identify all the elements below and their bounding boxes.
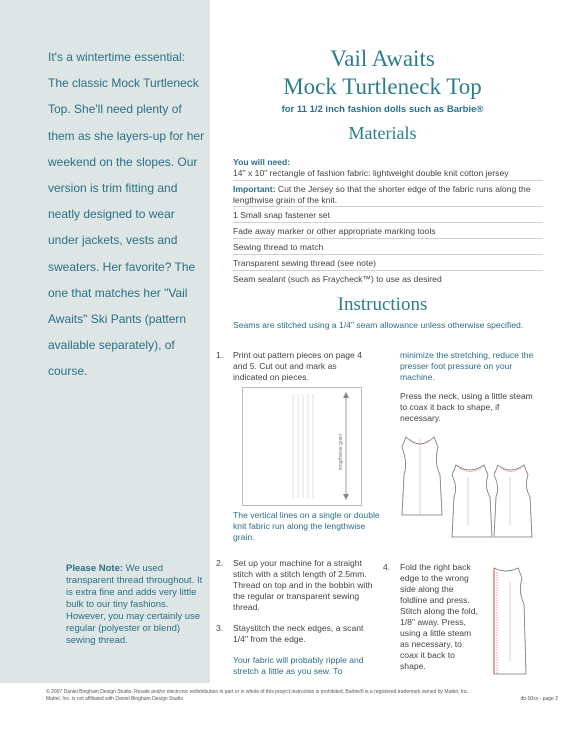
step3-number: 3. [216,623,224,633]
note-text: We used transparent thread throughout. It is extra fine and adds very little bulk to our tiny fashions. However, you may certainly use regular (polyester or blend) sewing thread. [66,563,203,646]
important-label: Important: [233,184,276,194]
press-neck-text: Press the neck, using a little steam to coax it back to shape, if necessary. [400,391,533,423]
seam-allowance-note: Seams are stitched using a 1/4" seam allowance unless otherwise specified. [233,320,524,330]
step4-text: Fold the right back edge to the wrong side along the foldline and press. Stitch along the fold, 1/8" away. Press, using a little steam as necessary, to coax it back to shape. [400,562,478,671]
bodice-diagram [398,425,543,547]
material-item-transparent-thread: Transparent sewing thread (see note) [233,258,376,268]
divider [233,180,543,181]
divider [233,238,543,239]
step1-text: Print out pattern pieces on page 4 and 5. Cut out and mark as indicated on pieces. [233,350,362,382]
divider [233,254,543,255]
material-item-marker: Fade away marker or other appropriate marking tools [233,226,436,236]
divider [233,206,543,207]
step2-text: Set up your machine for a straight stitch with a stitch length of 2.5mm. Thread on top and in the bobbin with the regular or transparent sewing thread. [233,558,373,612]
sidebar-panel [0,0,210,683]
divider [233,270,543,271]
intro-text: It's a wintertime essential: The classic Mock Turtleneck Top. She'll need plenty of them as she layers-up for her weekend on the slopes. Our version is trim fitting and neatly designed to wear under jackets, vests and sweaters. Her favorite? The one that matches her "Vail Awaits" Ski Pants (pattern available separately), of course. [48,50,205,379]
material-item-snap: 1 Small snap fastener set [233,210,330,220]
page-title-line1: Vail Awaits [330,46,435,71]
materials-heading: Materials [348,123,417,143]
page-subtitle: for 11 1/2 inch fashion dolls such as Barbie® [281,104,484,115]
divider [233,222,543,223]
back-fold-diagram [488,562,548,680]
you-will-need-label: You will need: [233,157,291,167]
page-title-line2: Mock Turtleneck Top [283,74,482,99]
material-important [233,184,543,206]
thread-note [66,563,206,647]
page-number: db-00xx - page 2 [520,696,558,702]
instructions-heading: Instructions [337,294,428,315]
material-item-thread: Sewing thread to match [233,242,324,252]
ripple-tip: Your fabric will probably ripple and stretch a little as you sew. To [233,655,364,676]
copyright-line: © 2007 Daniel Bingham Design Studio. Resale and/or electronic redistribution in part or in whole of this project instruction is prohibited. Barbie® is a registered trademark owned by Mattel, Inc. [46,689,469,695]
pressure-tip: minimize the stretching, reduce the presser foot pressure on your machine. [400,350,534,382]
step1-number: 1. [216,350,224,360]
material-item-fabric: 14" x 10" rectangle of fashion fabric: lightweight double knit cotton jersey [233,168,509,178]
step3-text: Staystitch the neck edges, a scant 1/4" from the edge. [233,623,364,644]
note-label: Please Note: [66,563,124,574]
step2-number: 2. [216,558,224,568]
grain-label: lengthwise grain [338,433,344,470]
footer [0,683,570,738]
step4-number: 4. [383,562,391,572]
fabric-caption: The vertical lines on a single or double knit fabric run along the lengthwise grain. [233,510,380,542]
affiliation-line: Mattel, Inc. is not affiliated with Daniel Bingham Design Studio. [46,696,185,702]
fabric-grain-diagram [242,387,362,506]
important-text: Cut the Jersey so that the shorter edge of the fabric runs along the lengthwise grain of the knit. [233,184,531,205]
material-item-seam-sealant: Seam sealant (such as Fraycheck™) to use as desired [233,274,442,284]
